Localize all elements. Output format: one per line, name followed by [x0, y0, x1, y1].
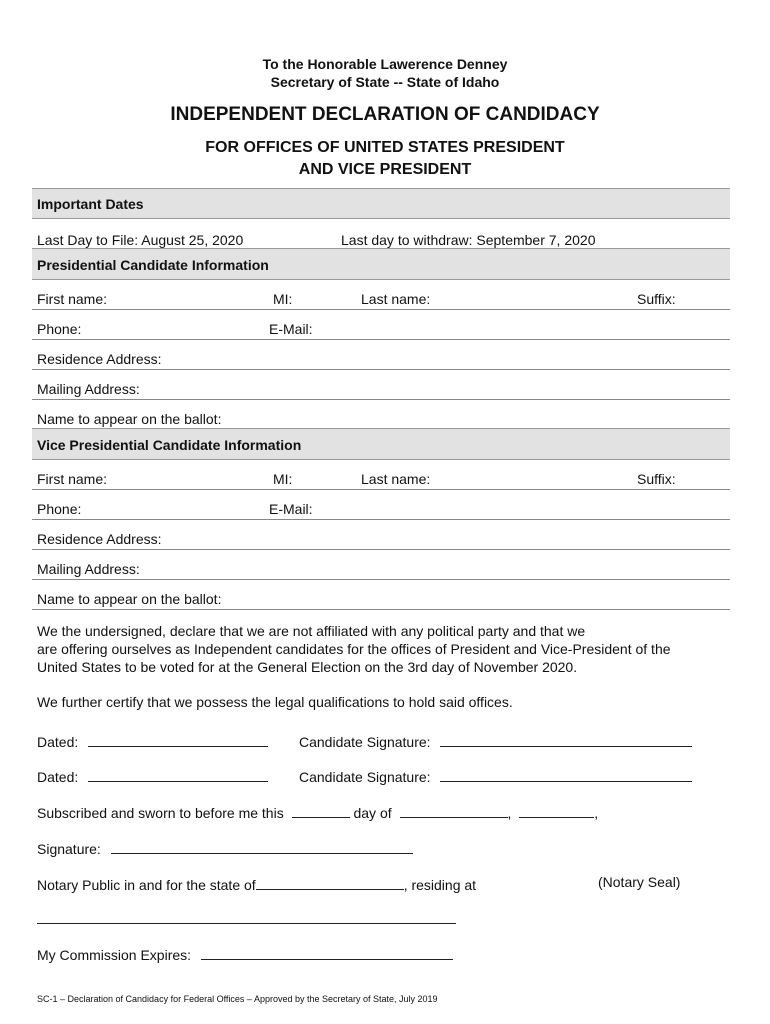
- pres-email-label: E-Mail:: [269, 321, 313, 337]
- office-line: Secretary of State -- State of Idaho: [270, 74, 500, 90]
- notary-signature-row: [37, 838, 413, 857]
- dated-field-2[interactable]: [88, 766, 268, 782]
- declaration-line-3: United States to be voted for at the General Election on the 3rd day of November 2020.: [37, 659, 578, 675]
- vp-mi-label: MI:: [273, 471, 293, 487]
- commission-expires-field[interactable]: [201, 944, 453, 960]
- pres-residence-label: Residence Address:: [37, 351, 162, 367]
- certify-statement: We further certify that we possess the legal qualifications to hold said offices.: [37, 694, 513, 710]
- vp-mailing-row[interactable]: [32, 550, 730, 580]
- vp-ballot-name-label: Name to appear on the ballot:: [37, 591, 222, 607]
- candidate-signature-row-2: [299, 766, 692, 785]
- pres-mi-label: MI:: [273, 291, 293, 307]
- vp-name-row[interactable]: [32, 460, 730, 490]
- sworn-prefix: Subscribed and sworn to before me this: [37, 805, 284, 821]
- form-title: INDEPENDENT DECLARATION OF CANDIDACY: [170, 104, 600, 125]
- vp-info-band: [32, 428, 730, 460]
- vp-phone-label: Phone:: [37, 501, 82, 517]
- presidential-info-heading: Presidential Candidate Information: [37, 257, 269, 273]
- declaration-line-2: are offering ourselves as Independent candidates for the offices of President and Vice-President of the: [37, 641, 671, 657]
- pres-ballot-name-label: Name to appear on the ballot:: [37, 411, 222, 427]
- vp-info-heading: Vice Presidential Candidate Information: [37, 437, 302, 453]
- vp-first-name-label: First name:: [37, 471, 108, 487]
- vp-residence-row[interactable]: [32, 520, 730, 550]
- dated-label: Dated:: [37, 769, 79, 785]
- sworn-row: Subscribed and sworn to before me this day of , ,: [37, 802, 598, 821]
- notary-state-row: [37, 874, 476, 893]
- sworn-day-of: day of: [353, 805, 392, 821]
- pres-mailing-row[interactable]: [32, 370, 730, 400]
- notary-seal-label: (Notary Seal): [598, 874, 681, 890]
- candidate-signature-label: Candidate Signature:: [299, 734, 431, 750]
- vp-suffix-label: Suffix:: [637, 471, 676, 487]
- addressee-line: To the Honorable Lawerence Denney: [262, 56, 508, 72]
- sworn-year-field[interactable]: [519, 802, 594, 818]
- pres-suffix-label: Suffix:: [637, 291, 676, 307]
- last-day-to-file: Last Day to File: August 25, 2020: [37, 232, 244, 248]
- dated-label: Dated:: [37, 734, 79, 750]
- notary-residing-field[interactable]: [37, 923, 456, 924]
- candidate-signature-label: Candidate Signature:: [299, 769, 431, 785]
- dated-row-2: [37, 766, 268, 785]
- declaration-line-1: We the undersigned, declare that we are not affiliated with any political party and that we: [37, 623, 586, 639]
- pres-name-row[interactable]: [32, 280, 730, 310]
- notary-signature-field[interactable]: [111, 838, 413, 854]
- pres-last-name-label: Last name:: [361, 291, 431, 307]
- notary-state-field[interactable]: [256, 874, 404, 890]
- notary-signature-label: Signature:: [37, 841, 101, 857]
- candidate-signature-field-2[interactable]: [440, 766, 692, 782]
- vp-email-label: E-Mail:: [269, 501, 313, 517]
- vp-last-name-label: Last name:: [361, 471, 431, 487]
- pres-first-name-label: First name:: [37, 291, 108, 307]
- commission-label: My Commission Expires:: [37, 947, 192, 963]
- pres-residence-row[interactable]: [32, 340, 730, 370]
- form-subtitle-2: AND VICE PRESIDENT: [298, 161, 472, 178]
- sworn-month-field[interactable]: [400, 802, 508, 818]
- important-dates-band: [32, 188, 730, 219]
- candidate-signature-field-1[interactable]: [440, 731, 692, 747]
- pres-phone-label: Phone:: [37, 321, 82, 337]
- pres-mailing-label: Mailing Address:: [37, 381, 140, 397]
- important-dates-heading: Important Dates: [37, 196, 144, 212]
- commission-row: [37, 944, 453, 963]
- vp-contact-row[interactable]: [32, 490, 730, 520]
- dated-field-1[interactable]: [88, 731, 268, 747]
- notary-state-prefix: Notary Public in and for the state of: [37, 877, 256, 893]
- candidate-signature-row-1: [299, 731, 692, 750]
- pres-contact-row[interactable]: [32, 310, 730, 340]
- last-day-to-withdraw: Last day to withdraw: September 7, 2020: [341, 232, 596, 248]
- sworn-day-field[interactable]: [292, 802, 350, 818]
- notary-residing-label: , residing at: [403, 877, 477, 893]
- form-subtitle-1: FOR OFFICES OF UNITED STATES PRESIDENT: [205, 139, 565, 156]
- vp-residence-label: Residence Address:: [37, 531, 162, 547]
- vp-mailing-label: Mailing Address:: [37, 561, 140, 577]
- vp-ballot-name-row[interactable]: [32, 580, 730, 610]
- form-footer: SC-1 – Declaration of Candidacy for Federal Offices – Approved by the Secretary of State, July 2019: [37, 994, 438, 1004]
- presidential-info-band: [32, 248, 730, 280]
- dated-row-1: [37, 731, 268, 750]
